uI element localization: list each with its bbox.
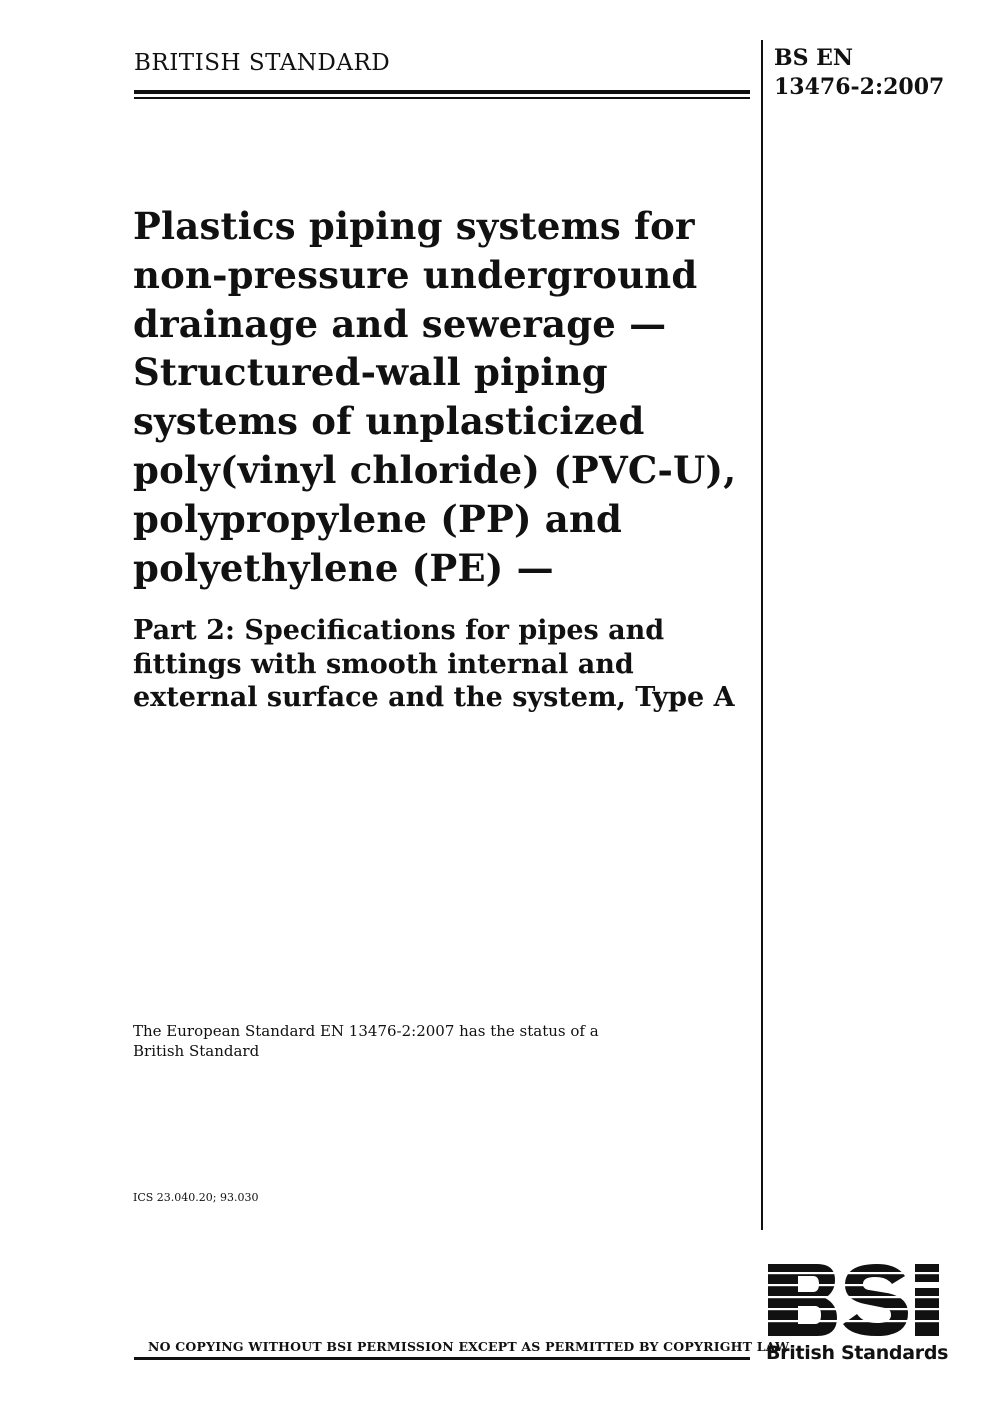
ics-code: ICS 23.040.20; 93.030 [133, 1191, 259, 1204]
bsi-tagline: British Standards [766, 1342, 949, 1364]
vertical-divider [761, 40, 763, 1230]
status-note: The European Standard EN 13476-2:2007 has the status of a British Standard [133, 1022, 599, 1060]
standard-identifier: BS EN 13476-2:2007 [774, 45, 945, 100]
document-title: Plastics piping systems for non-pressure underground drainage and sewerage — Structured-wall piping systems of unplasticized poly(vinyl chloride) (PVC-U), polypropylene (PP) and polyethylene (PE) — [133, 204, 737, 590]
series-label: BRITISH STANDARD [134, 50, 391, 76]
copyright-notice: NO COPYING WITHOUT BSI PERMISSION EXCEPT AS PERMITTED BY COPYRIGHT LAW [148, 1339, 790, 1354]
document-part-title: Part 2: Specifications for pipes and fittings with smooth internal and external surface and the system, Type A [133, 615, 735, 713]
footer-rule [134, 1357, 750, 1360]
header-rule-thin [134, 97, 750, 99]
header-rule-thick [134, 90, 750, 94]
